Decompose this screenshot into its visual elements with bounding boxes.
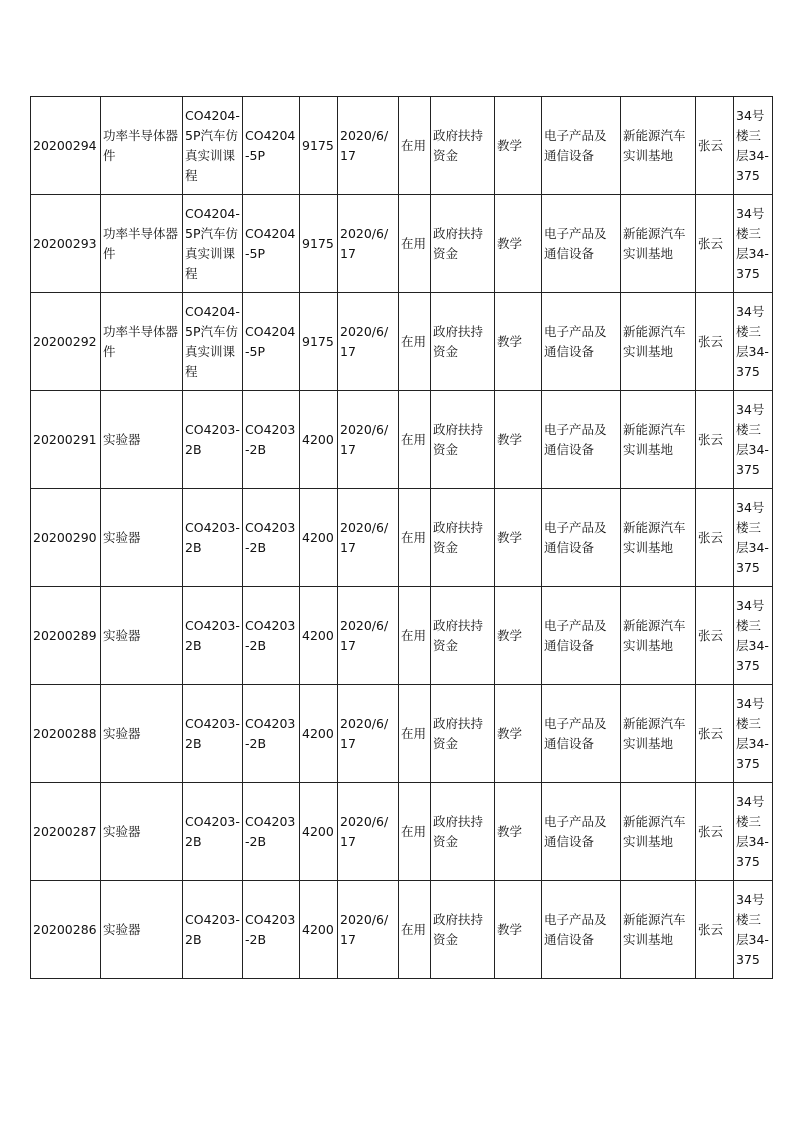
status-cell: 在用 — [399, 587, 431, 685]
table-row — [31, 391, 773, 489]
usage-cell: 教学 — [495, 881, 542, 979]
price-cell: 4200 — [300, 587, 338, 685]
keeper-cell: 张云 — [696, 587, 734, 685]
model-cell: CO4204-5P汽车仿真实训课程 — [183, 195, 243, 293]
asset-name-cell: 实验器 — [101, 587, 183, 685]
asset-name-cell: 实验器 — [101, 391, 183, 489]
fund-source-cell: 政府扶持资金 — [431, 293, 495, 391]
category-cell: 电子产品及通信设备 — [542, 587, 621, 685]
date-cell: 2020/6/17 — [338, 685, 399, 783]
location-cell: 34号楼三层34-375 — [734, 391, 773, 489]
price-cell: 4200 — [300, 783, 338, 881]
asset-id-cell: 20200292 — [31, 293, 101, 391]
model-cell: CO4204-5P汽车仿真实训课程 — [183, 293, 243, 391]
category-cell: 电子产品及通信设备 — [542, 293, 621, 391]
price-cell: 9175 — [300, 195, 338, 293]
price-cell: 9175 — [300, 97, 338, 195]
price-cell: 4200 — [300, 489, 338, 587]
price-cell: 4200 — [300, 391, 338, 489]
price-cell: 9175 — [300, 293, 338, 391]
asset-id-cell: 20200287 — [31, 783, 101, 881]
location-cell: 34号楼三层34-375 — [734, 195, 773, 293]
fund-source-cell: 政府扶持资金 — [431, 97, 495, 195]
category-cell: 电子产品及通信设备 — [542, 97, 621, 195]
department-cell: 新能源汽车实训基地 — [621, 293, 696, 391]
asset-id-cell: 20200291 — [31, 391, 101, 489]
department-cell: 新能源汽车实训基地 — [621, 97, 696, 195]
asset-id-cell: 20200290 — [31, 489, 101, 587]
date-cell: 2020/6/17 — [338, 97, 399, 195]
department-cell: 新能源汽车实训基地 — [621, 587, 696, 685]
department-cell: 新能源汽车实训基地 — [621, 881, 696, 979]
status-cell: 在用 — [399, 783, 431, 881]
spec-cell: CO4203-2B — [243, 587, 300, 685]
fund-source-cell: 政府扶持资金 — [431, 195, 495, 293]
department-cell: 新能源汽车实训基地 — [621, 391, 696, 489]
status-cell: 在用 — [399, 391, 431, 489]
fund-source-cell: 政府扶持资金 — [431, 881, 495, 979]
fund-source-cell: 政府扶持资金 — [431, 391, 495, 489]
status-cell: 在用 — [399, 685, 431, 783]
fund-source-cell: 政府扶持资金 — [431, 783, 495, 881]
table-row — [31, 685, 773, 783]
spec-cell: CO4203-2B — [243, 489, 300, 587]
table-row — [31, 97, 773, 195]
status-cell: 在用 — [399, 293, 431, 391]
keeper-cell: 张云 — [696, 489, 734, 587]
model-cell: CO4203-2B — [183, 489, 243, 587]
keeper-cell: 张云 — [696, 391, 734, 489]
location-cell: 34号楼三层34-375 — [734, 293, 773, 391]
usage-cell: 教学 — [495, 391, 542, 489]
asset-id-cell: 20200288 — [31, 685, 101, 783]
date-cell: 2020/6/17 — [338, 783, 399, 881]
spec-cell: CO4203-2B — [243, 391, 300, 489]
location-cell: 34号楼三层34-375 — [734, 685, 773, 783]
usage-cell: 教学 — [495, 195, 542, 293]
table-row — [31, 783, 773, 881]
model-cell: CO4203-2B — [183, 881, 243, 979]
spec-cell: CO4203-2B — [243, 783, 300, 881]
spec-cell: CO4204-5P — [243, 195, 300, 293]
location-cell: 34号楼三层34-375 — [734, 783, 773, 881]
asset-table — [30, 96, 773, 979]
asset-name-cell: 实验器 — [101, 881, 183, 979]
location-cell: 34号楼三层34-375 — [734, 489, 773, 587]
spec-cell: CO4204-5P — [243, 293, 300, 391]
category-cell: 电子产品及通信设备 — [542, 195, 621, 293]
category-cell: 电子产品及通信设备 — [542, 881, 621, 979]
table-row — [31, 195, 773, 293]
category-cell: 电子产品及通信设备 — [542, 391, 621, 489]
keeper-cell: 张云 — [696, 97, 734, 195]
asset-id-cell: 20200286 — [31, 881, 101, 979]
spec-cell: CO4203-2B — [243, 685, 300, 783]
keeper-cell: 张云 — [696, 195, 734, 293]
asset-name-cell: 实验器 — [101, 685, 183, 783]
asset-name-cell: 功率半导体器件 — [101, 195, 183, 293]
usage-cell: 教学 — [495, 489, 542, 587]
asset-name-cell: 功率半导体器件 — [101, 97, 183, 195]
date-cell: 2020/6/17 — [338, 293, 399, 391]
price-cell: 4200 — [300, 881, 338, 979]
asset-id-cell: 20200294 — [31, 97, 101, 195]
date-cell: 2020/6/17 — [338, 489, 399, 587]
model-cell: CO4203-2B — [183, 783, 243, 881]
department-cell: 新能源汽车实训基地 — [621, 195, 696, 293]
department-cell: 新能源汽车实训基地 — [621, 783, 696, 881]
department-cell: 新能源汽车实训基地 — [621, 489, 696, 587]
table-row — [31, 881, 773, 979]
category-cell: 电子产品及通信设备 — [542, 685, 621, 783]
location-cell: 34号楼三层34-375 — [734, 587, 773, 685]
asset-id-cell: 20200293 — [31, 195, 101, 293]
table-body — [31, 97, 773, 979]
date-cell: 2020/6/17 — [338, 587, 399, 685]
fund-source-cell: 政府扶持资金 — [431, 587, 495, 685]
status-cell: 在用 — [399, 195, 431, 293]
spec-cell: CO4203-2B — [243, 881, 300, 979]
keeper-cell: 张云 — [696, 685, 734, 783]
fund-source-cell: 政府扶持资金 — [431, 685, 495, 783]
usage-cell: 教学 — [495, 783, 542, 881]
asset-name-cell: 实验器 — [101, 783, 183, 881]
price-cell: 4200 — [300, 685, 338, 783]
spec-cell: CO4204-5P — [243, 97, 300, 195]
usage-cell: 教学 — [495, 97, 542, 195]
category-cell: 电子产品及通信设备 — [542, 489, 621, 587]
table-row — [31, 587, 773, 685]
status-cell: 在用 — [399, 881, 431, 979]
table-row — [31, 489, 773, 587]
keeper-cell: 张云 — [696, 881, 734, 979]
usage-cell: 教学 — [495, 293, 542, 391]
asset-name-cell: 功率半导体器件 — [101, 293, 183, 391]
usage-cell: 教学 — [495, 587, 542, 685]
keeper-cell: 张云 — [696, 783, 734, 881]
date-cell: 2020/6/17 — [338, 881, 399, 979]
location-cell: 34号楼三层34-375 — [734, 881, 773, 979]
fund-source-cell: 政府扶持资金 — [431, 489, 495, 587]
usage-cell: 教学 — [495, 685, 542, 783]
keeper-cell: 张云 — [696, 293, 734, 391]
location-cell: 34号楼三层34-375 — [734, 97, 773, 195]
table-row — [31, 293, 773, 391]
category-cell: 电子产品及通信设备 — [542, 783, 621, 881]
asset-id-cell: 20200289 — [31, 587, 101, 685]
asset-name-cell: 实验器 — [101, 489, 183, 587]
date-cell: 2020/6/17 — [338, 195, 399, 293]
department-cell: 新能源汽车实训基地 — [621, 685, 696, 783]
model-cell: CO4203-2B — [183, 685, 243, 783]
model-cell: CO4203-2B — [183, 391, 243, 489]
model-cell: CO4203-2B — [183, 587, 243, 685]
date-cell: 2020/6/17 — [338, 391, 399, 489]
model-cell: CO4204-5P汽车仿真实训课程 — [183, 97, 243, 195]
status-cell: 在用 — [399, 489, 431, 587]
status-cell: 在用 — [399, 97, 431, 195]
